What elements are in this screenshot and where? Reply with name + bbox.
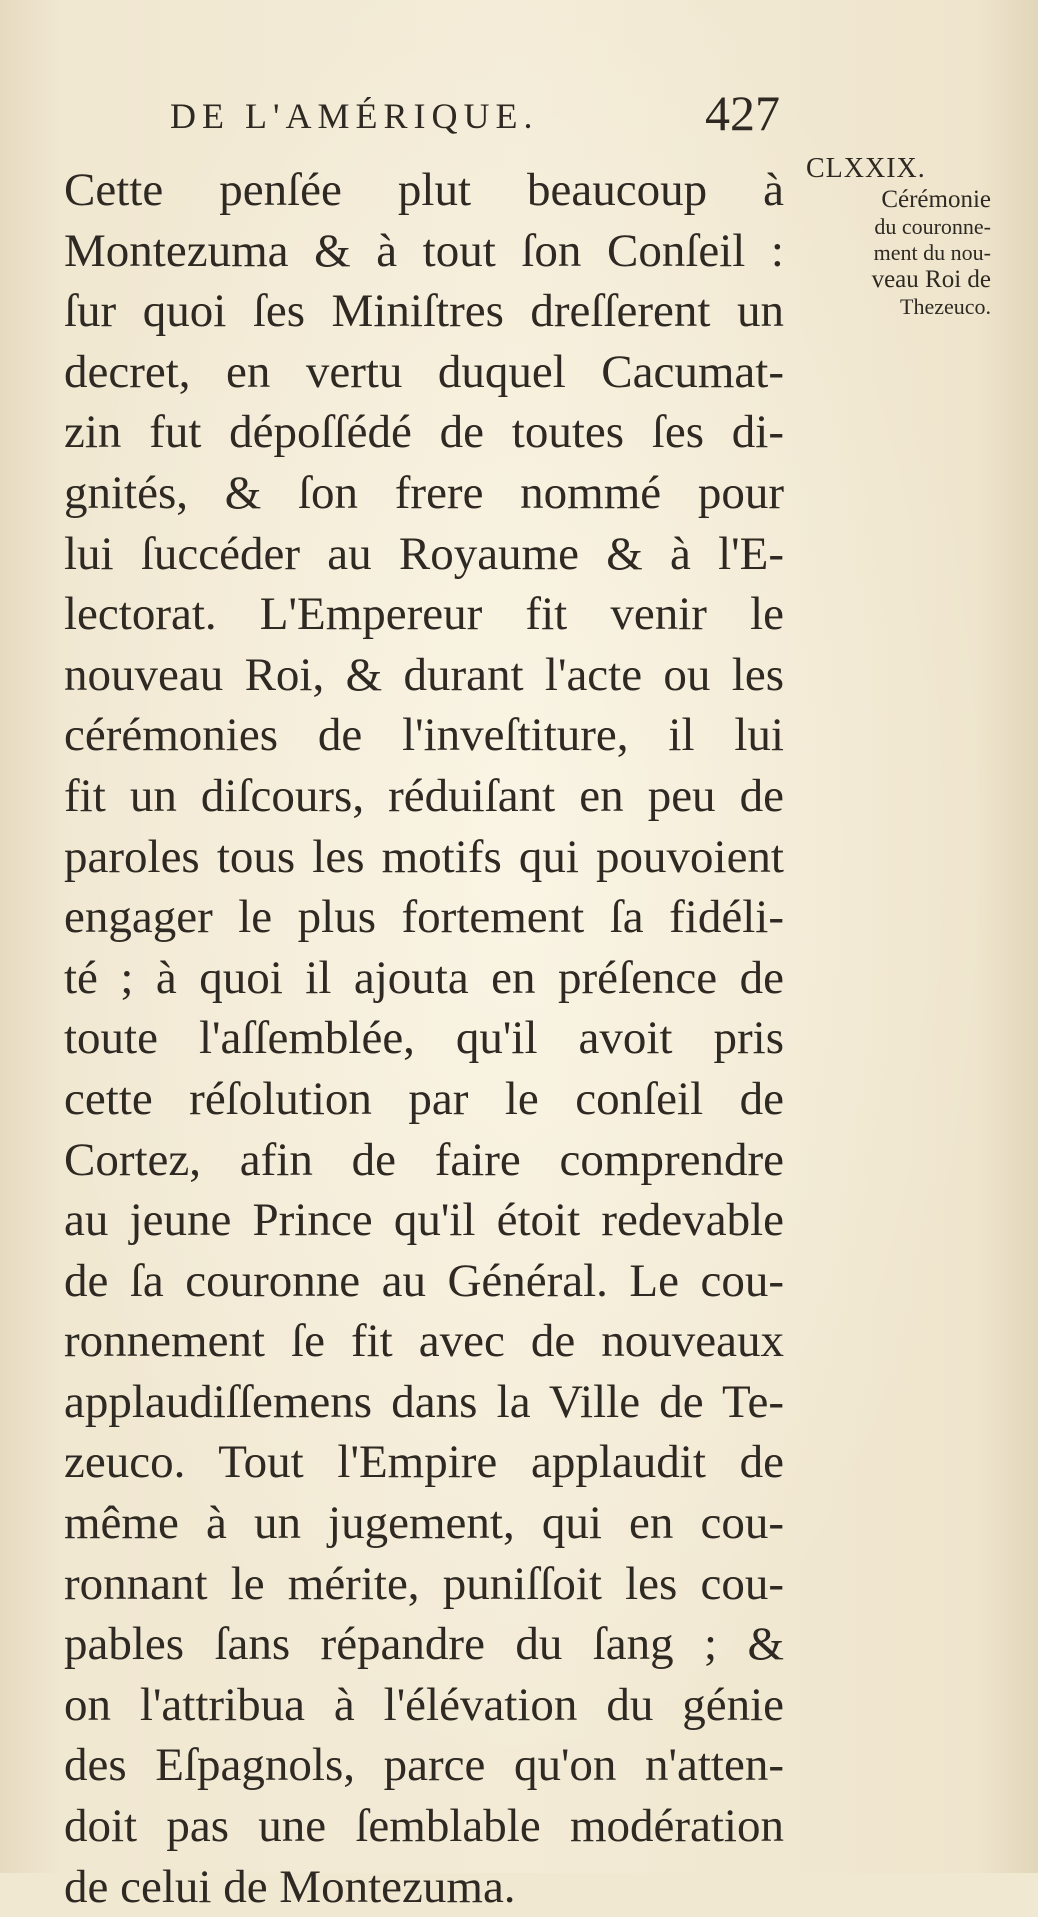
margin-note-line: ment du nou-	[873, 240, 991, 265]
text-line: toute l'aſſemblée, qu'il avoit pris	[64, 1012, 784, 1065]
text-line: gnités, & ſon frere nommé pour	[64, 466, 784, 519]
text-line: cérémonies de l'inveſtiture, il lui	[64, 709, 784, 762]
body-text	[64, 160, 784, 1917]
page-header	[170, 85, 790, 148]
text-line: paroles tous les motifs qui pouvoient	[64, 830, 784, 883]
text-line: zeuco. Tout l'Empire applaudit de	[64, 1436, 784, 1489]
text-line: lui ſuccéder au Royaume & à l'E-	[64, 527, 784, 580]
text-line: zin fut dépoſſédé de toutes ſes di-	[64, 406, 784, 459]
text-line: decret, en vertu duquel Cacumat-	[64, 345, 784, 398]
text-line: ſur quoi ſes Miniſtres dreſſerent un	[64, 285, 784, 338]
text-line: Montezuma & à tout ſon Conſeil :	[64, 224, 784, 277]
text-line: applaudiſſemens dans la Ville de Te-	[64, 1375, 784, 1428]
text-line: des Eſpagnols, parce qu'on n'atten-	[64, 1739, 784, 1792]
margin-note	[806, 152, 991, 320]
text-line: nouveau Roi, & durant l'acte ou les	[64, 648, 784, 701]
text-line: cette réſolution par le conſeil de	[64, 1072, 784, 1125]
running-head: DE L'AMÉRIQUE.	[170, 96, 539, 136]
page-number: 427	[705, 85, 780, 141]
text-line: doit pas une ſemblable modération	[64, 1800, 784, 1853]
text-line: Cette penſée plut beaucoup à	[64, 164, 784, 216]
margin-note-line: du couronne-	[874, 214, 991, 239]
text-line: ronnant le mérite, puniſſoit les cou-	[64, 1557, 784, 1610]
margin-note-line: Cérémonie	[881, 186, 991, 213]
text-line: de celui de Montezuma.	[64, 1860, 516, 1913]
margin-note-line: Thezeuco.	[900, 294, 991, 319]
text-line: au jeune Prince qu'il étoit redevable	[64, 1194, 784, 1247]
text-line: lectorat. L'Empereur fit venir le	[64, 588, 784, 641]
text-line: de ſa couronne au Général. Le cou-	[64, 1254, 784, 1307]
text-line: même à un jugement, qui en cou-	[64, 1497, 784, 1550]
text-line: engager le plus fortement ſa fidéli-	[64, 891, 784, 944]
margin-note-ordinal: CLXXIX.	[806, 153, 926, 184]
margin-note-line: veau Roi de	[871, 266, 991, 293]
text-line: té ; à quoi il ajouta en préſence de	[64, 951, 784, 1004]
text-line: Cortez, afin de faire comprendre	[64, 1133, 784, 1186]
text-line: pables ſans répandre du ſang ; &	[64, 1618, 784, 1671]
text-line: fit un diſcours, réduiſant en peu de	[64, 769, 784, 822]
text-line: on l'attribua à l'élévation du génie	[64, 1678, 784, 1731]
text-line: ronnement ſe fit avec de nouveaux	[64, 1315, 784, 1368]
